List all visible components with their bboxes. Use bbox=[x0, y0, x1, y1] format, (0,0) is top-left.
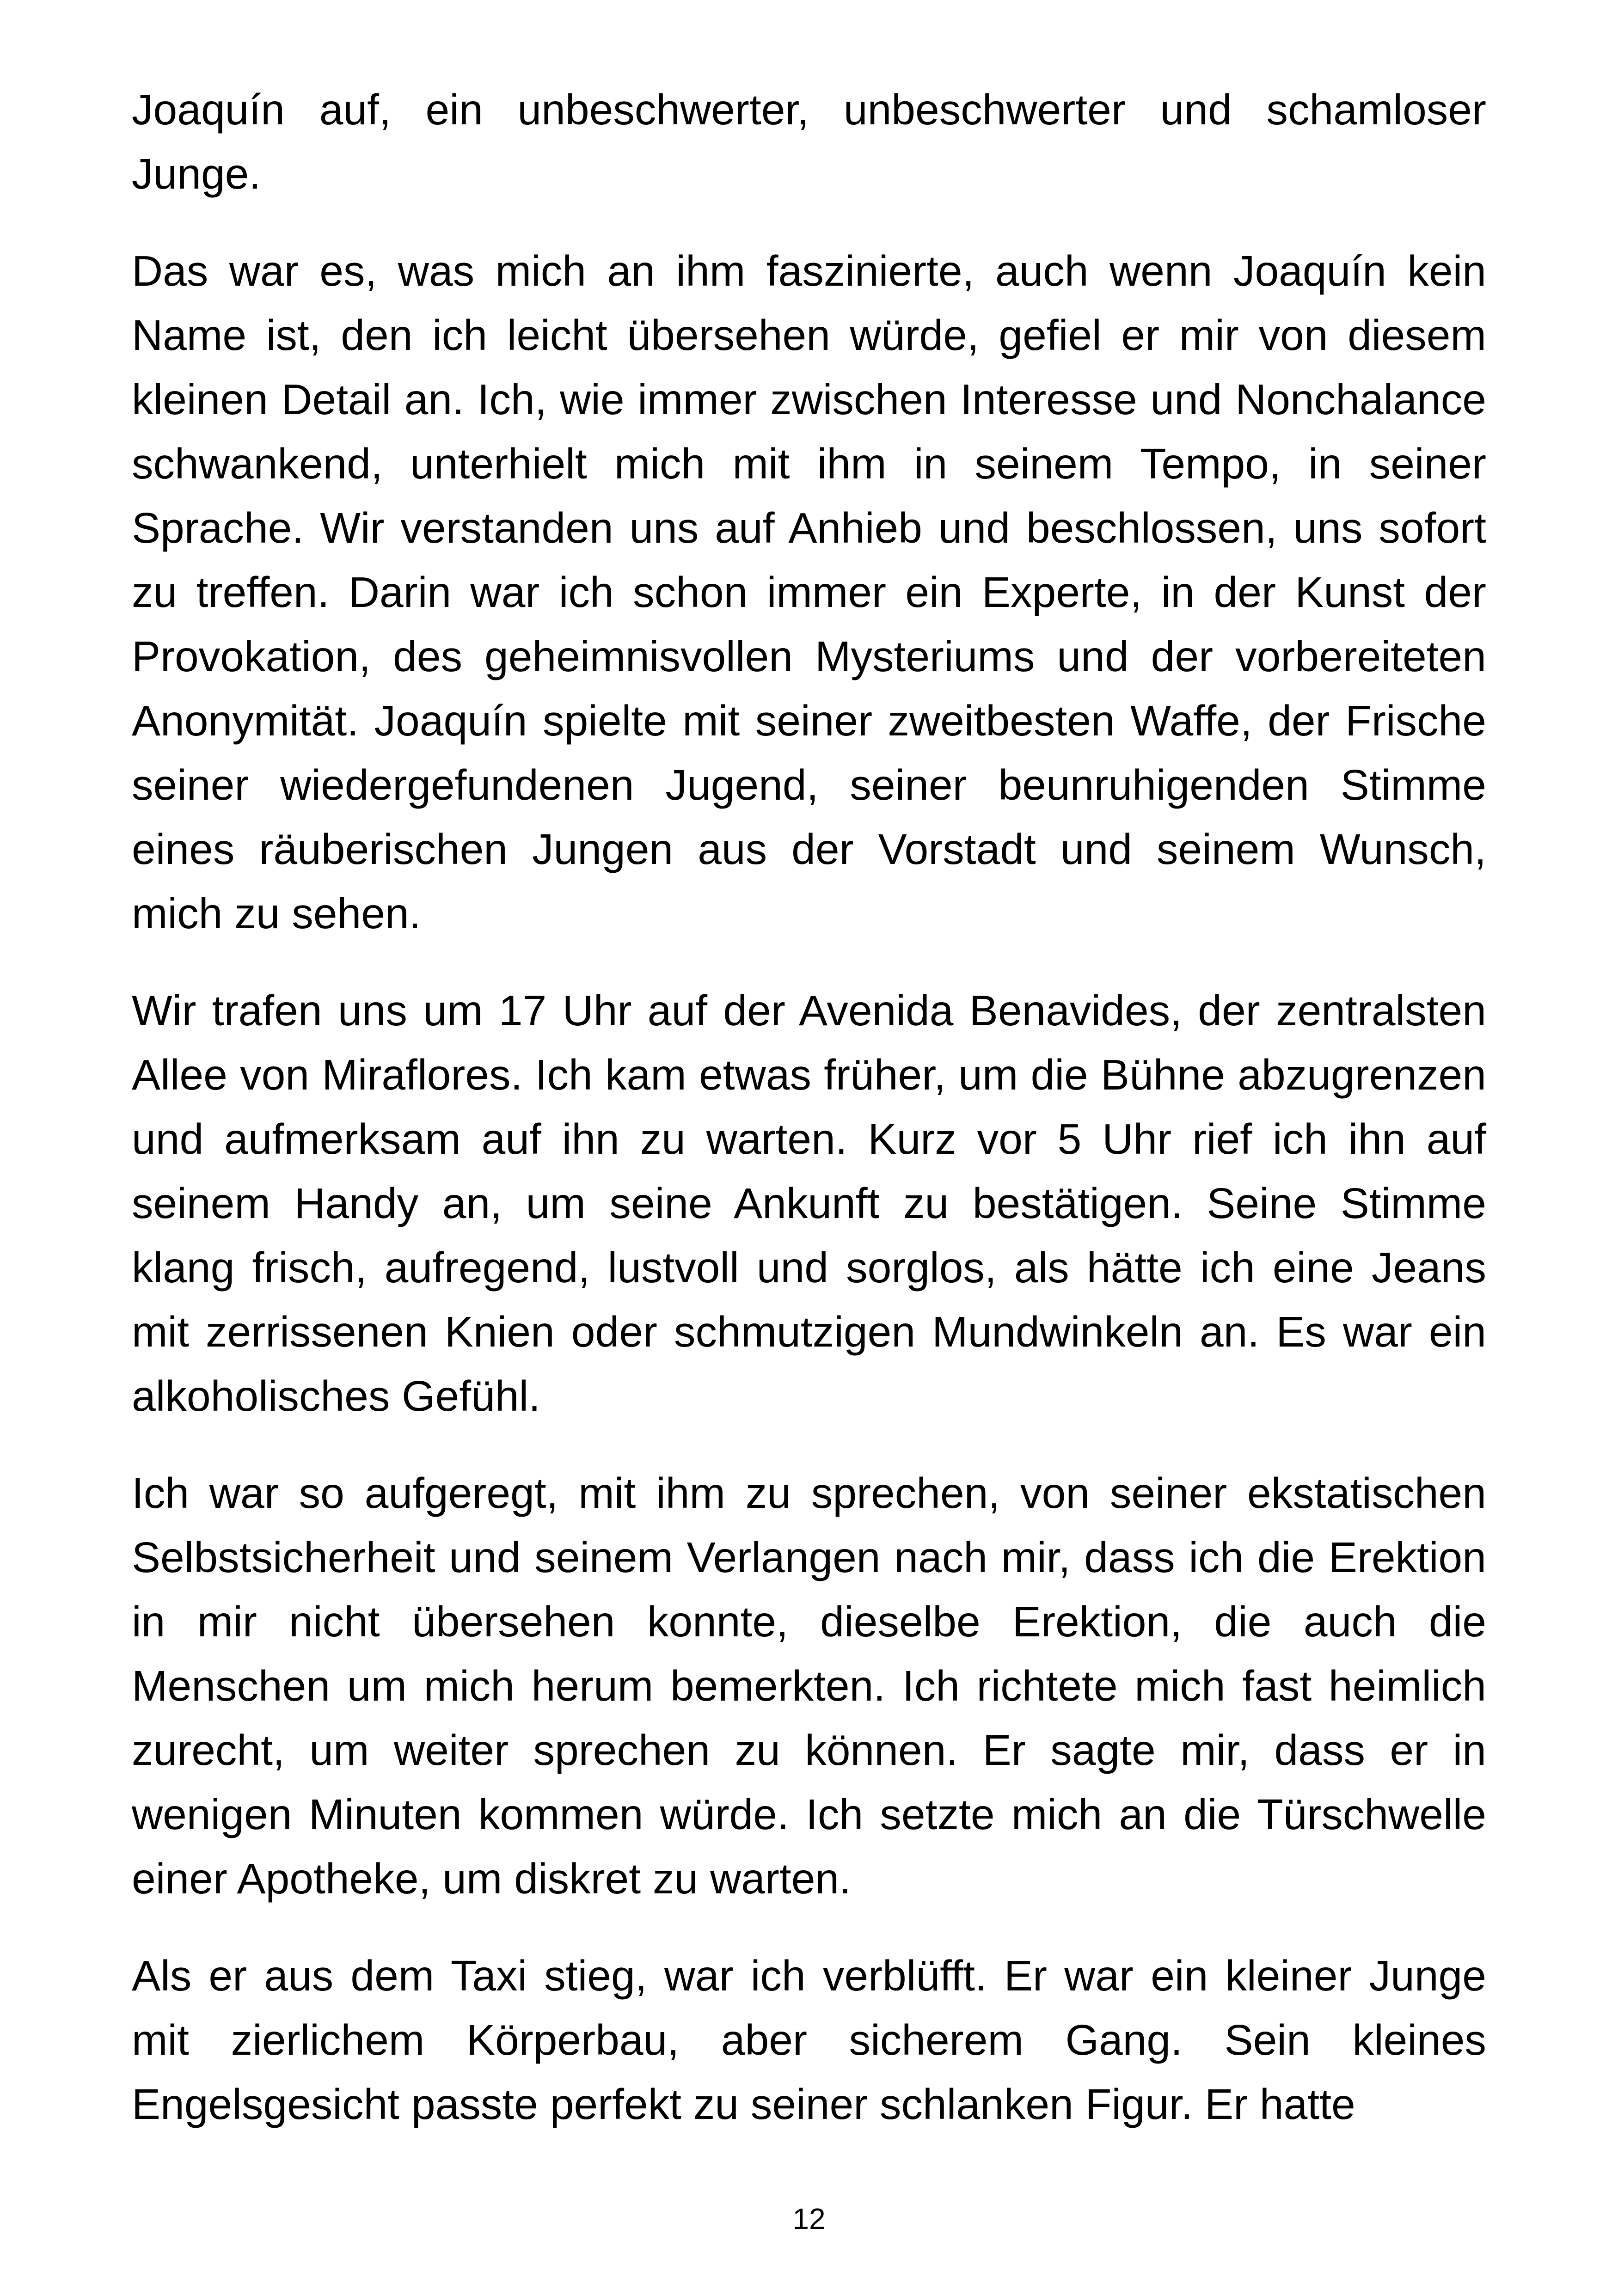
paragraph-4: Ich war so aufgeregt, mit ihm zu sprechen, von seiner ekstatischen Selbstsicherheit und seinem Verlangen nach mir, dass ich die Erektion in mir nicht übersehen konnte, dieselbe Erektion, die auch die Menschen um mich herum bemerkten. Ich richtete mich fast heimlich zurecht, um weiter sprechen zu können. Er sagte mir, dass er in wenigen Minuten kommen würde. Ich setzte mich an die Türschwelle einer Apotheke, um diskret zu warten. bbox=[132, 1469, 1486, 1903]
body-text bbox=[132, 78, 1486, 2137]
paragraph-3: Wir trafen uns um 17 Uhr auf der Avenida Benavides, der zentralsten Allee von Miraflores. Ich kam etwas früher, um die Bühne abzugrenzen und aufmerksam auf ihn zu warten. Kurz vor 5 Uhr rief ich ihn auf seinem Handy an, um seine Ankunft zu bestätigen. Seine Stimme klang frisch, aufregend, lustvoll und sorglos, als hätte ich eine Jeans mit zerrissenen Knien oder schmutzigen Mundwinkeln an. Es war ein alkoholisches Gefühl. bbox=[132, 986, 1486, 1420]
paragraph-1: Joaquín auf, ein unbeschwerter, unbeschwerter und schamloser Junge. bbox=[132, 86, 1486, 198]
page-number: 12 bbox=[792, 2202, 826, 2235]
paragraph-2: Das war es, was mich an ihm faszinierte, auch wenn Joaquín kein Name ist, den ich leicht übersehen würde, gefiel er mir von diesem kleinen Detail an. Ich, wie immer zwischen Interesse und Nonchalance schwankend, unterhielt mich mit ihm in seinem Tempo, in seiner Sprache. Wir verstanden uns auf Anhieb und beschlossen, uns sofort zu treffen. Darin war ich schon immer ein Experte, in der Kunst der Provokation, des geheimnisvollen Mysteriums und der vorbereiteten Anonymität. Joaquín spielte mit seiner zweitbesten Waffe, der Frische seiner wiedergefundenen Jugend, seiner beunruhigenden Stimme eines räuberischen Jungen aus der Vorstadt und seinem Wunsch, mich zu sehen. bbox=[132, 247, 1486, 937]
paragraph-5: Als er aus dem Taxi stieg, war ich verblüfft. Er war ein kleiner Junge mit zierlichem Körperbau, aber sicherem Gang. Sein kleines Engelsgesicht passte perfekt zu seiner schlanken Figur. Er hatte bbox=[132, 1952, 1486, 2128]
